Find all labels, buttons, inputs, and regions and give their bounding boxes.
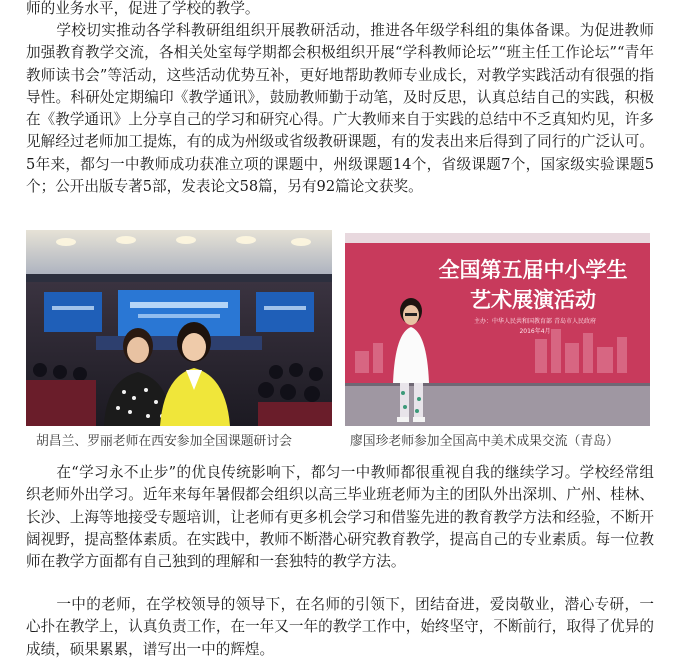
conference-photo (26, 230, 332, 426)
paragraph-2: 学校切实推动各学科教研组组织开展教研活动，推进各年级学科组的集体备课。为促进教师加强教育教学交流，各相关处室每学期都会积极组织开展“学科教师论坛”“班主任工作论坛”“青年教师读书会”等活动，这些活动优势互补，更好地帮助教师专业成长，对教学实践活动有很强的指导性。科研处定期编印《教学通讯》，鼓励教师勤于动笔，及时反思，认真总结自己的实践，积极在《教学通讯》上分享自己的学习和研究心得。广大教师来自于实践的总结中不乏真知灼见，许多见解经过老师加工提炼，有的成为州级或省级教研课题，有的发表出来后得到了同行的广泛认可。5年来，都匀一中教师成功获准立项的课题中，州级课题14个，省级课题7个，国家级实验课题5个；公开出版专著5部，发表论文58篇，另有92篇论文获奖。 (26, 22, 654, 196)
right-photo-caption: 廖国珍老师参加全国高中美术成果交流（青岛） (350, 434, 619, 449)
banner-title-line1: 全国第五届中小学生 (438, 258, 628, 282)
banner-subtitle: 主办：中华人民共和国教育部 青岛市人民政府 (474, 318, 596, 325)
paragraph-1: 师的业务水平，促进了学校的教学。 (26, 0, 260, 17)
left-photo-caption: 胡昌兰、罗丽老师在西安参加全国课题研讨会 (36, 434, 292, 449)
paragraph-3: 在“学习永不止步”的优良传统影响下，都匀一中教师都很重视自我的继续学习。学校经常组织老师外出学习。近年来每年暑假都会组织以高三毕业班老师为主的团队外出深圳、广州、桂林、长沙、上海等地接受专题培训，让老师有更多机会学习和借鉴先进的教育教学方法和经验，不断开阔视野，提高整体素质。在实践中，教师不断潜心研究教育教学，提高自己的专业素质。每一位教师在教学方面都有自己独到的理解和一套独特的教学方法。 (26, 464, 654, 571)
banner-date: 2016年4月 (519, 328, 551, 335)
banner-title-line2: 艺术展演活动 (470, 288, 596, 312)
exhibition-photo (345, 233, 650, 426)
paragraph-4: 一中的老师，在学校领导的领导下，在名师的引领下，团结奋进，爱岗敬业，潜心专研，一心扑在教学上，认真负责工作，在一年又一年的教学工作中，始终坚守，不断前行，取得了优异的成绩，硕果累累，谱写出一中的辉煌。 (26, 596, 654, 658)
